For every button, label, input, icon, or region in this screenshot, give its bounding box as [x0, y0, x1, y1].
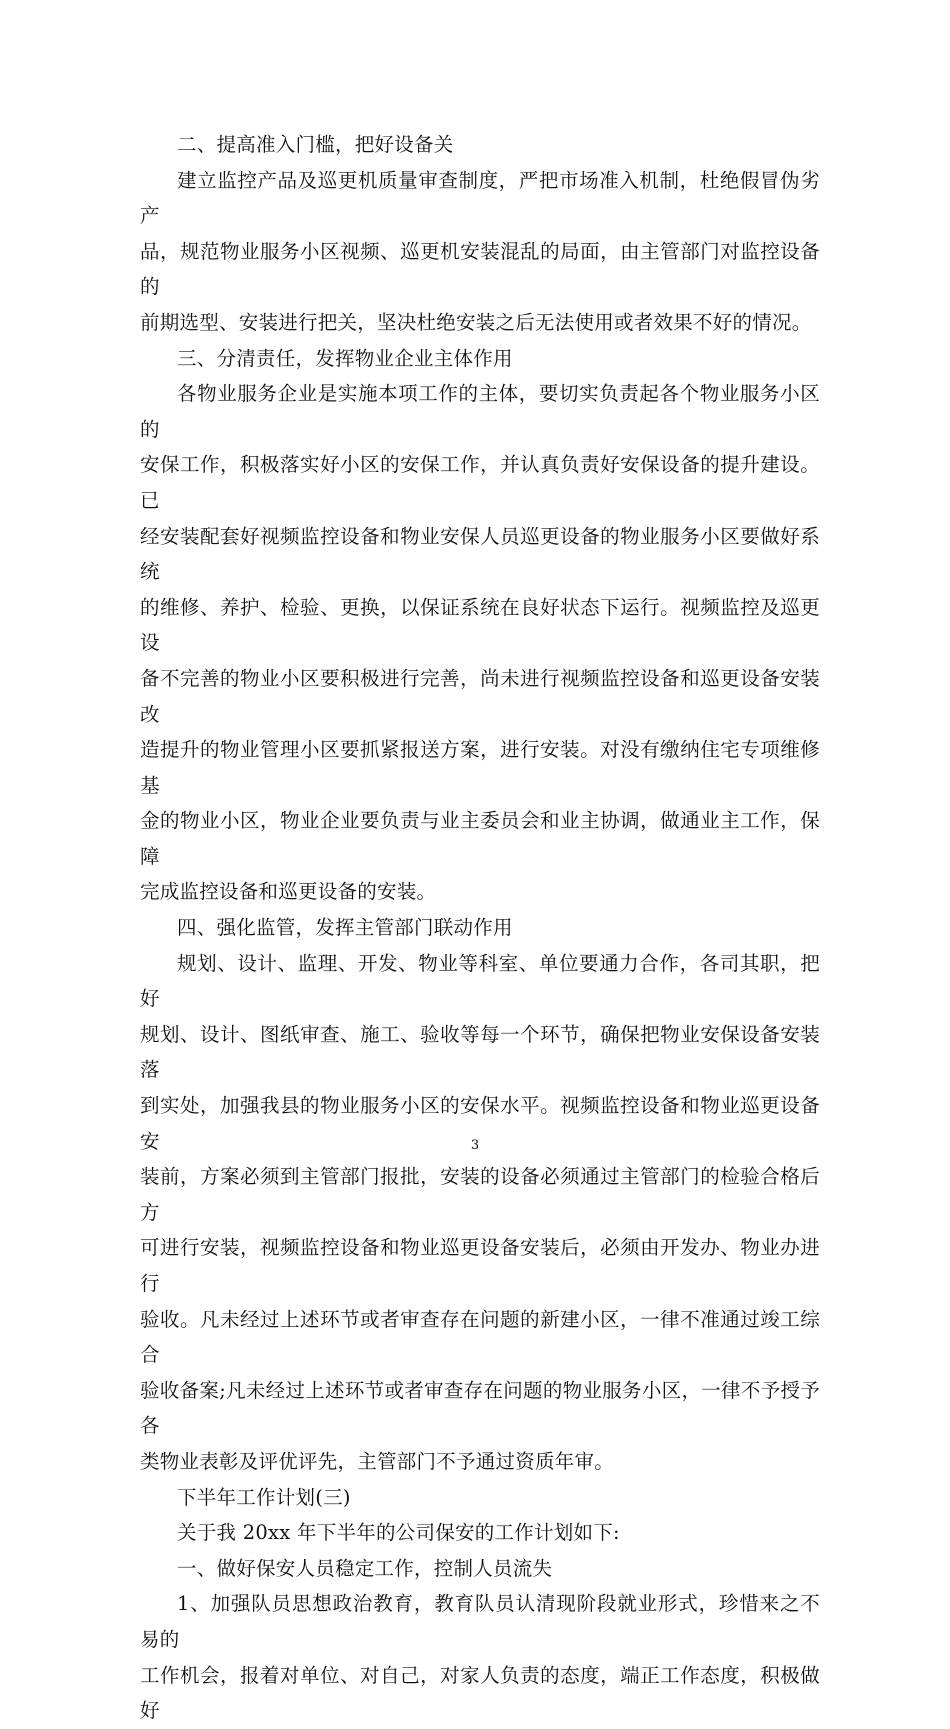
- paragraph-line: 前期选型、安装进行把关，坚决杜绝安装之后无法使用或者效果不好的情况。: [140, 310, 812, 334]
- heading-section-3: 三、分清责任，发挥物业企业主体作用: [177, 346, 513, 370]
- paragraph-line: 造提升的物业管理小区要抓紧报送方案，进行安装。对没有缴纳住宅专项维修基: [140, 738, 820, 797]
- paragraph-line: 到实处，加强我县的物业服务小区的安保水平。视频监控设备和物业巡更设备安: [140, 1094, 820, 1153]
- plan-title: 下半年工作计划(三): [177, 1485, 351, 1509]
- paragraph-line: 装前，方案必须到主管部门报批，安装的设备必须通过主管部门的检验合格后方: [140, 1165, 820, 1224]
- paragraph-line: 备不完善的物业小区要积极进行完善，尚未进行视频监控设备和巡更设备安装改: [140, 666, 820, 726]
- paragraph-line: 类物业表彰及评优评先，主管部门不予通过资质年审。: [140, 1449, 615, 1473]
- paragraph-line: 经安装配套好视频监控设备和物业安保人员巡更设备的物业服务小区要做好系统: [140, 524, 820, 584]
- paragraph-line: 安保工作，积极落实好小区的安保工作，并认真负责好安保设备的提升建设。已: [140, 453, 820, 512]
- paragraph-line: 工作机会，报着对单位、对自己，对家人负责的态度，端正工作态度，积极做好: [140, 1663, 820, 1723]
- page-number: 3: [470, 1138, 480, 1153]
- paragraph-line: 规划、设计、图纸审查、施工、验收等每一个环节，确保把物业安保设备安装落: [140, 1022, 820, 1082]
- heading-section-2: 二、提高准入门槛，把好设备关: [177, 133, 454, 156]
- paragraph-line: 的维修、养护、检验、更换，以保证系统在良好状态下运行。视频监控及巡更设: [140, 595, 820, 655]
- paragraph-line: 可进行安装，视频监控设备和物业巡更设备安装后，必须由开发办、物业办进行: [140, 1236, 820, 1295]
- heading-section-1: 一、做好保安人员稳定工作，控制人员流失: [177, 1556, 553, 1580]
- paragraph-line: 品，规范物业服务小区视频、巡更机安装混乱的局面，由主管部门对监控设备的: [140, 239, 820, 299]
- heading-section-4: 四、强化监管，发挥主管部门联动作用: [177, 916, 513, 940]
- paragraph-line: 验收。凡未经过上述环节或者审查存在问题的新建小区，一律不准通过竣工综合: [140, 1307, 820, 1367]
- paragraph-line: 完成监控设备和巡更设备的安装。: [140, 880, 437, 904]
- plan-intro: 关于我 20xx 年下半年的公司保安的工作计划如下:: [177, 1521, 620, 1545]
- paragraph-line: 验收备案;凡未经过上述环节或者审查存在问题的物业服务小区，一律不予授予各: [140, 1378, 820, 1438]
- paragraph-line: 金的物业小区，物业企业要负责与业主委员会和业主协调，做通业主工作，保障: [140, 809, 820, 868]
- document-body: [140, 127, 820, 1729]
- paragraph-line: 规划、设计、监理、开发、物业等科室、单位要通力合作，各司其职，把好: [140, 951, 820, 1011]
- paragraph-line: 建立监控产品及巡更机质量审查制度，严把市场准入机制，杜绝假冒伪劣产: [140, 168, 820, 228]
- paragraph-line: 各物业服务企业是实施本项工作的主体，要切实负责起各个物业服务小区的: [140, 382, 820, 441]
- paragraph-line: 1、加强队员思想政治教育，教育队员认清现阶段就业形式，珍惜来之不易的: [140, 1592, 820, 1651]
